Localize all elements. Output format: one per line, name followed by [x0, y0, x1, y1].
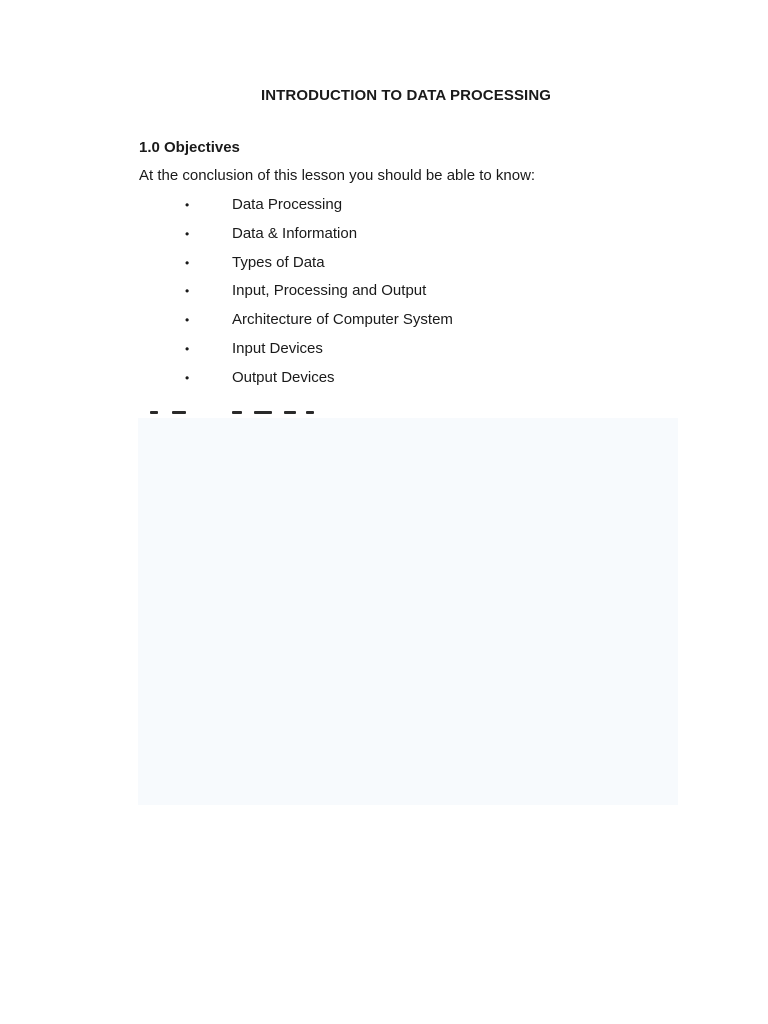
objective-label: Input, Processing and Output	[232, 282, 427, 300]
bullet-icon: •	[185, 284, 190, 299]
objective-label: Output Devices	[232, 368, 335, 386]
bullet-icon: •	[185, 370, 190, 385]
clipped-text-fragment	[150, 411, 158, 414]
objective-label: Input Devices	[232, 339, 323, 357]
bullet-icon: •	[185, 313, 190, 328]
bullet-icon: •	[185, 255, 190, 270]
content-preview-overlay	[138, 418, 678, 805]
clipped-text-fragment	[172, 411, 186, 414]
clipped-text-fragment	[254, 411, 272, 414]
bullet-icon: •	[185, 341, 190, 356]
intro-sentence: At the conclusion of this lesson you should be able to know:	[139, 167, 536, 184]
bullet-icon: •	[185, 226, 190, 241]
objective-label: Architecture of Computer System	[232, 311, 453, 329]
objective-label: Data & Information	[232, 224, 358, 242]
clipped-text-fragment	[306, 411, 314, 414]
objective-label: Types of Data	[232, 253, 325, 271]
clipped-text-fragment	[284, 411, 296, 414]
document-title: INTRODUCTION TO DATA PROCESSING	[260, 87, 552, 104]
clipped-text-fragment	[232, 411, 242, 414]
bullet-icon: •	[185, 198, 190, 212]
section-heading-objectives: 1.0 Objectives	[139, 139, 240, 156]
objective-label: Data Processing	[232, 196, 343, 213]
